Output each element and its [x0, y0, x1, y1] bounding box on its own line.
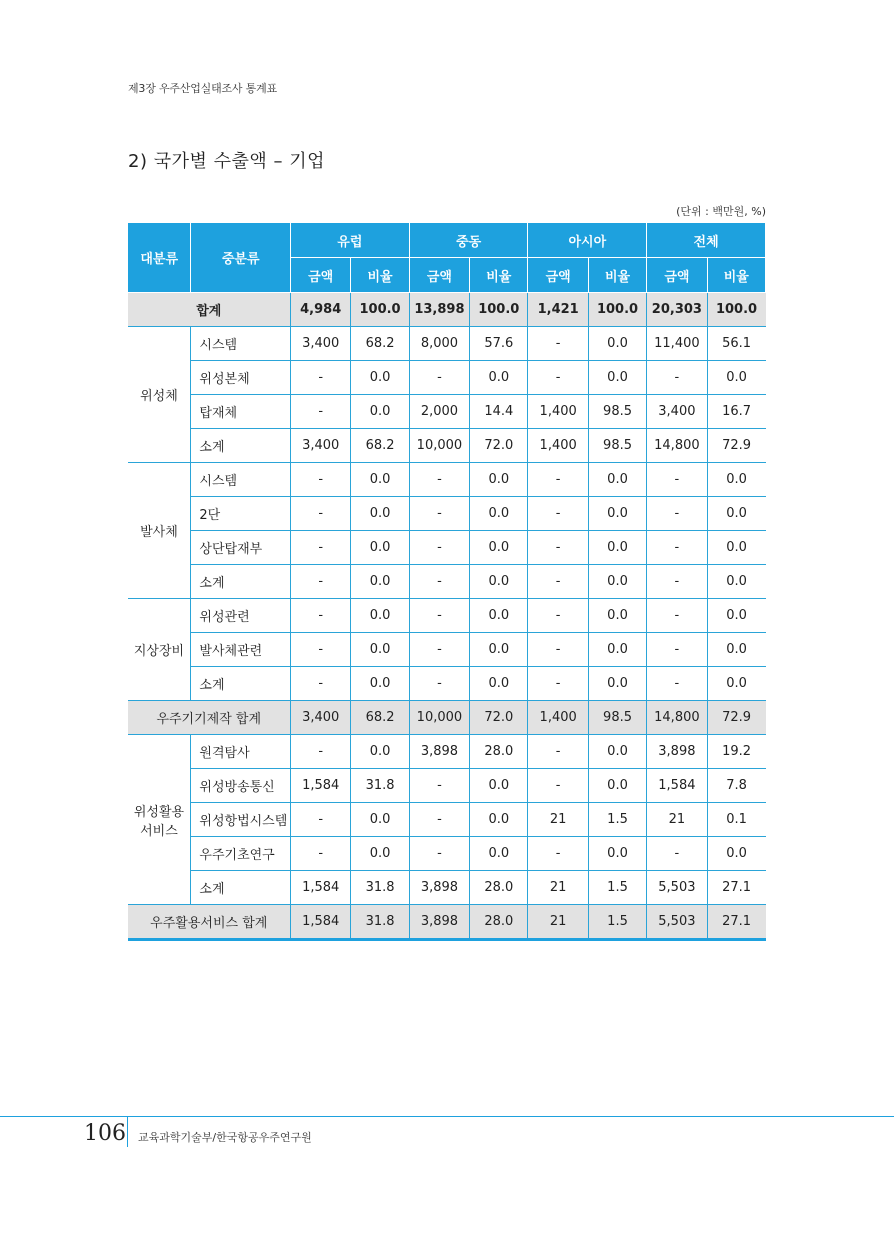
ratio-cell: 0.0 — [470, 565, 528, 599]
ratio-cell: 0.0 — [351, 497, 409, 531]
ratio-cell: 31.8 — [351, 905, 409, 940]
table-row — [128, 803, 766, 837]
amount-cell: 21 — [528, 803, 588, 837]
subcategory-cell: 소계 — [191, 871, 291, 905]
amount-cell: - — [528, 633, 588, 667]
subcategory-cell: 탑재체 — [191, 395, 291, 429]
ratio-cell: 28.0 — [470, 871, 528, 905]
subcategory-cell: 발사체관련 — [191, 633, 291, 667]
table-row — [128, 327, 766, 361]
ratio-cell: 0.0 — [707, 463, 765, 497]
header-region-europe: 유럽 — [291, 223, 410, 258]
ratio-cell: 0.0 — [470, 803, 528, 837]
table-row — [128, 531, 766, 565]
total-label: 합계 — [128, 293, 291, 327]
amount-cell: 3,898 — [409, 905, 469, 940]
amount-cell: 21 — [528, 905, 588, 940]
amount-cell: - — [409, 497, 469, 531]
amount-cell: - — [647, 837, 707, 871]
amount-cell: 3,898 — [409, 735, 469, 769]
section-title: 2) 국가별 수출액 – 기업 — [128, 151, 325, 172]
amount-cell: - — [528, 327, 588, 361]
ratio-cell: 68.2 — [351, 701, 409, 735]
subcategory-cell: 위성관련 — [191, 599, 291, 633]
amount-cell: 1,400 — [528, 395, 588, 429]
table-row — [128, 633, 766, 667]
subcategory-cell: 위성방송통신 — [191, 769, 291, 803]
total-row — [128, 293, 766, 327]
unit-note: (단위 : 백만원, %) — [676, 205, 766, 218]
amount-cell: - — [291, 633, 351, 667]
subcategory-cell: 소계 — [191, 565, 291, 599]
amount-cell: - — [647, 531, 707, 565]
footer-rule — [0, 1116, 894, 1117]
ratio-cell: 1.5 — [588, 871, 646, 905]
ratio-cell: 0.0 — [588, 599, 646, 633]
ratio-cell: 0.0 — [351, 599, 409, 633]
ratio-cell: 0.0 — [470, 837, 528, 871]
header-amount: 금액 — [291, 258, 351, 293]
ratio-cell: 0.0 — [470, 463, 528, 497]
ratio-cell: 0.0 — [588, 769, 646, 803]
ratio-cell: 31.8 — [351, 871, 409, 905]
header-amount: 금액 — [647, 258, 707, 293]
footer-organization: 교육과학기술부/한국항공우주연구원 — [138, 1131, 312, 1144]
amount-cell: 1,400 — [528, 701, 588, 735]
amount-cell: - — [528, 599, 588, 633]
amount-cell: 2,000 — [409, 395, 469, 429]
table-row — [128, 361, 766, 395]
header-amount: 금액 — [409, 258, 469, 293]
amount-cell: - — [528, 361, 588, 395]
amount-cell: - — [291, 361, 351, 395]
amount-cell: 14,800 — [647, 429, 707, 463]
table-row — [128, 871, 766, 905]
ratio-cell: 0.0 — [470, 497, 528, 531]
ratio-cell: 0.0 — [588, 327, 646, 361]
header-ratio: 비율 — [470, 258, 528, 293]
ratio-cell: 0.0 — [707, 667, 765, 701]
ratio-cell: 0.0 — [588, 735, 646, 769]
table-row — [128, 429, 766, 463]
ratio-cell: 0.1 — [707, 803, 765, 837]
amount-cell: - — [647, 633, 707, 667]
ratio-cell: 100.0 — [351, 293, 409, 327]
amount-cell: 1,584 — [291, 871, 351, 905]
ratio-cell: 72.0 — [470, 701, 528, 735]
ratio-cell: 0.0 — [470, 667, 528, 701]
ratio-cell: 56.1 — [707, 327, 765, 361]
amount-cell: 10,000 — [409, 701, 469, 735]
ratio-cell: 100.0 — [470, 293, 528, 327]
table-row — [128, 735, 766, 769]
category-cell: 위성체 — [128, 327, 191, 463]
table-row — [128, 565, 766, 599]
amount-cell: - — [409, 531, 469, 565]
amount-cell: 1,584 — [647, 769, 707, 803]
amount-cell: 3,400 — [291, 327, 351, 361]
ratio-cell: 0.0 — [351, 633, 409, 667]
amount-cell: 20,303 — [647, 293, 707, 327]
amount-cell: - — [291, 803, 351, 837]
ratio-cell: 0.0 — [351, 735, 409, 769]
ratio-cell: 0.0 — [470, 531, 528, 565]
ratio-cell: 68.2 — [351, 429, 409, 463]
amount-cell: - — [291, 599, 351, 633]
amount-cell: 3,898 — [647, 735, 707, 769]
amount-cell: - — [647, 667, 707, 701]
amount-cell: 11,400 — [647, 327, 707, 361]
amount-cell: 1,584 — [291, 905, 351, 940]
table-row — [128, 497, 766, 531]
subcategory-cell: 우주기초연구 — [191, 837, 291, 871]
amount-cell: - — [528, 769, 588, 803]
amount-cell: - — [291, 463, 351, 497]
subcategory-cell: 시스템 — [191, 327, 291, 361]
header-ratio: 비율 — [588, 258, 646, 293]
subcategory-cell: 2단 — [191, 497, 291, 531]
ratio-cell: 98.5 — [588, 701, 646, 735]
header-ratio: 비율 — [351, 258, 409, 293]
subcategory-cell: 위성항법시스템 — [191, 803, 291, 837]
subcategory-cell: 소계 — [191, 667, 291, 701]
amount-cell: - — [528, 667, 588, 701]
manufacturing-total-row — [128, 701, 766, 735]
ratio-cell: 0.0 — [707, 633, 765, 667]
ratio-cell: 100.0 — [588, 293, 646, 327]
ratio-cell: 14.4 — [470, 395, 528, 429]
ratio-cell: 1.5 — [588, 905, 646, 940]
amount-cell: - — [291, 395, 351, 429]
amount-cell: - — [528, 735, 588, 769]
ratio-cell: 0.0 — [707, 837, 765, 871]
ratio-cell: 0.0 — [351, 463, 409, 497]
amount-cell: - — [291, 497, 351, 531]
ratio-cell: 100.0 — [707, 293, 765, 327]
ratio-cell: 0.0 — [470, 769, 528, 803]
ratio-cell: 0.0 — [707, 497, 765, 531]
header-region-total: 전체 — [647, 223, 766, 258]
amount-cell: - — [409, 633, 469, 667]
ratio-cell: 0.0 — [351, 531, 409, 565]
header-major: 대분류 — [128, 223, 191, 293]
amount-cell: - — [409, 361, 469, 395]
amount-cell: - — [528, 837, 588, 871]
amount-cell: 21 — [647, 803, 707, 837]
ratio-cell: 72.9 — [707, 429, 765, 463]
ratio-cell: 72.9 — [707, 701, 765, 735]
ratio-cell: 0.0 — [470, 633, 528, 667]
ratio-cell: 16.7 — [707, 395, 765, 429]
ratio-cell: 0.0 — [351, 837, 409, 871]
amount-cell: 13,898 — [409, 293, 469, 327]
category-cell — [128, 735, 191, 905]
header-amount: 금액 — [528, 258, 588, 293]
ratio-cell: 0.0 — [588, 361, 646, 395]
table-row — [128, 395, 766, 429]
ratio-cell: 0.0 — [351, 361, 409, 395]
ratio-cell: 28.0 — [470, 905, 528, 940]
table-row — [128, 463, 766, 497]
amount-cell: 21 — [528, 871, 588, 905]
amount-cell: - — [647, 565, 707, 599]
ratio-cell: 27.1 — [707, 871, 765, 905]
subcategory-cell: 상단탑재부 — [191, 531, 291, 565]
amount-cell: 10,000 — [409, 429, 469, 463]
amount-cell: - — [291, 837, 351, 871]
table-row — [128, 667, 766, 701]
subcategory-cell: 시스템 — [191, 463, 291, 497]
category-line: 위성활용 — [133, 804, 185, 820]
amount-cell: - — [528, 497, 588, 531]
amount-cell: - — [409, 599, 469, 633]
table-row — [128, 599, 766, 633]
ratio-cell: 0.0 — [588, 633, 646, 667]
amount-cell: - — [291, 735, 351, 769]
category-cell: 발사체 — [128, 463, 191, 599]
ratio-cell: 28.0 — [470, 735, 528, 769]
ratio-cell: 68.2 — [351, 327, 409, 361]
ratio-cell: 0.0 — [351, 667, 409, 701]
amount-cell: - — [409, 837, 469, 871]
table-row — [128, 837, 766, 871]
ratio-cell: 0.0 — [351, 803, 409, 837]
ratio-cell: 57.6 — [470, 327, 528, 361]
ratio-cell: 0.0 — [588, 531, 646, 565]
header-region-middle-east: 중동 — [409, 223, 528, 258]
amount-cell: - — [528, 463, 588, 497]
ratio-cell: 0.0 — [707, 361, 765, 395]
amount-cell: - — [291, 667, 351, 701]
amount-cell: - — [409, 463, 469, 497]
ratio-cell: 31.8 — [351, 769, 409, 803]
amount-cell: - — [647, 463, 707, 497]
amount-cell: 4,984 — [291, 293, 351, 327]
amount-cell: 1,584 — [291, 769, 351, 803]
amount-cell: 5,503 — [647, 905, 707, 940]
amount-cell: - — [409, 667, 469, 701]
amount-cell: - — [409, 803, 469, 837]
ratio-cell: 72.0 — [470, 429, 528, 463]
service-total-label: 우주활용서비스 합계 — [128, 905, 291, 940]
header-region-asia: 아시아 — [528, 223, 647, 258]
amount-cell: 3,898 — [409, 871, 469, 905]
ratio-cell: 0.0 — [588, 565, 646, 599]
amount-cell: 8,000 — [409, 327, 469, 361]
ratio-cell: 0.0 — [588, 667, 646, 701]
running-head: 제3장 우주산업실태조사 통계표 — [128, 82, 277, 95]
amount-cell: - — [528, 531, 588, 565]
amount-cell: 1,421 — [528, 293, 588, 327]
amount-cell: - — [647, 497, 707, 531]
amount-cell: 3,400 — [291, 429, 351, 463]
table-body — [128, 293, 766, 940]
category-line: 서비스 — [140, 823, 178, 839]
ratio-cell: 0.0 — [351, 565, 409, 599]
ratio-cell: 0.0 — [707, 565, 765, 599]
export-table — [127, 223, 766, 941]
amount-cell: - — [409, 769, 469, 803]
amount-cell: - — [528, 565, 588, 599]
ratio-cell: 27.1 — [707, 905, 765, 940]
footer-divider — [127, 1117, 128, 1147]
ratio-cell: 0.0 — [470, 599, 528, 633]
amount-cell: - — [409, 565, 469, 599]
manufacturing-total-label: 우주기기제작 합계 — [128, 701, 291, 735]
ratio-cell: 0.0 — [588, 837, 646, 871]
subcategory-cell: 소계 — [191, 429, 291, 463]
service-total-row — [128, 905, 766, 940]
header-ratio: 비율 — [707, 258, 765, 293]
ratio-cell: 0.0 — [588, 463, 646, 497]
amount-cell: - — [647, 599, 707, 633]
ratio-cell: 0.0 — [707, 531, 765, 565]
amount-cell: 3,400 — [291, 701, 351, 735]
ratio-cell: 98.5 — [588, 429, 646, 463]
page-number: 106 — [84, 1121, 126, 1146]
amount-cell: 14,800 — [647, 701, 707, 735]
subcategory-cell: 위성본체 — [191, 361, 291, 395]
amount-cell: 3,400 — [647, 395, 707, 429]
amount-cell: - — [291, 531, 351, 565]
ratio-cell: 0.0 — [351, 395, 409, 429]
amount-cell: 1,400 — [528, 429, 588, 463]
ratio-cell: 98.5 — [588, 395, 646, 429]
ratio-cell: 0.0 — [588, 497, 646, 531]
category-cell: 지상장비 — [128, 599, 191, 701]
ratio-cell: 1.5 — [588, 803, 646, 837]
header-sub: 중분류 — [191, 223, 291, 293]
ratio-cell: 0.0 — [707, 599, 765, 633]
subcategory-cell: 원격탐사 — [191, 735, 291, 769]
amount-cell: - — [291, 565, 351, 599]
amount-cell: 5,503 — [647, 871, 707, 905]
ratio-cell: 19.2 — [707, 735, 765, 769]
ratio-cell: 7.8 — [707, 769, 765, 803]
table-row — [128, 769, 766, 803]
amount-cell: - — [647, 361, 707, 395]
ratio-cell: 0.0 — [470, 361, 528, 395]
